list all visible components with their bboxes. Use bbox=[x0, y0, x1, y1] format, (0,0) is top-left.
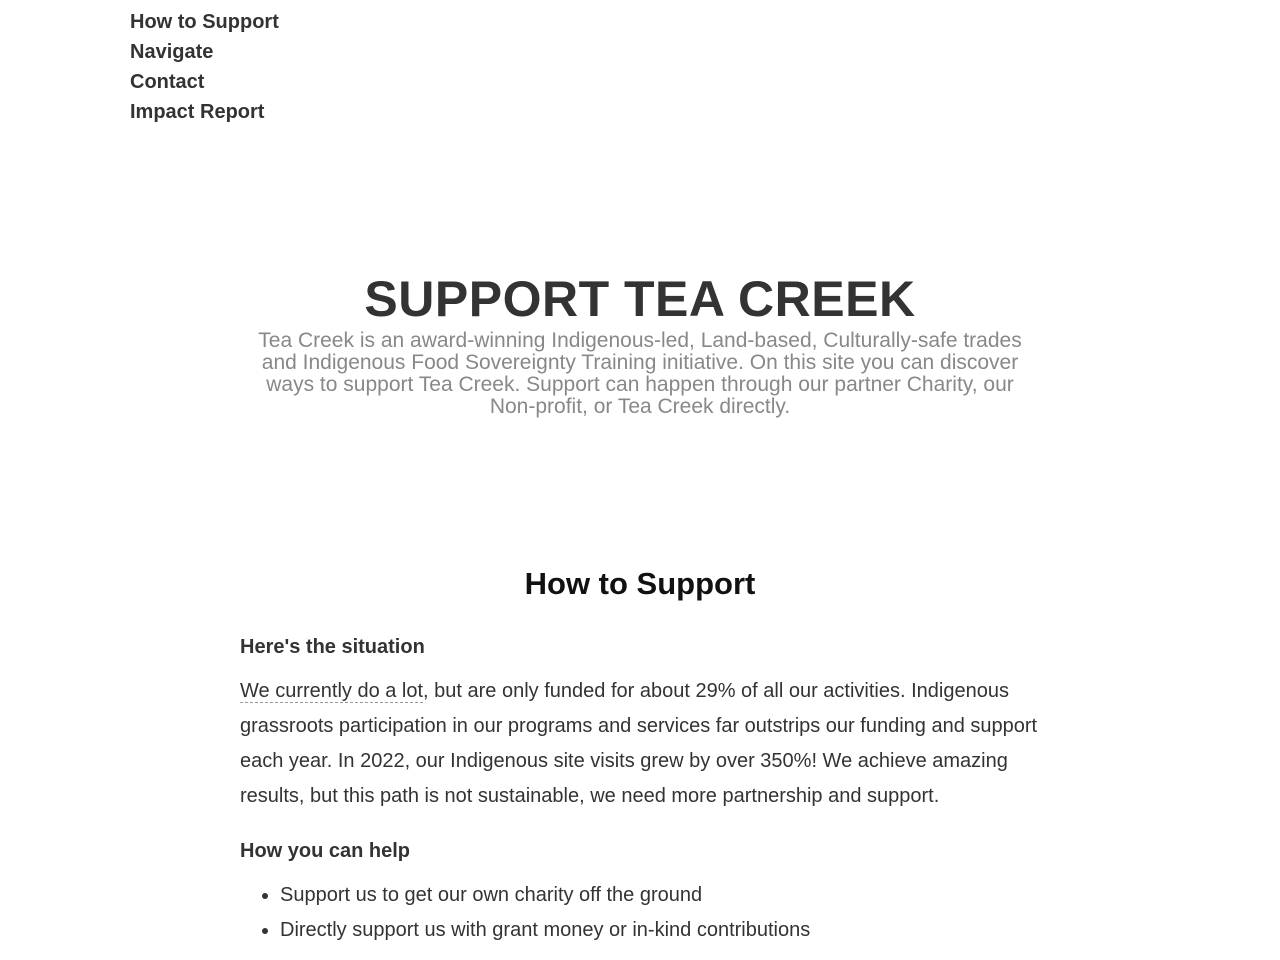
tooltip-term[interactable]: We currently do a lot bbox=[240, 680, 424, 702]
section-heading: How to Support bbox=[524, 566, 756, 601]
nav-link-impact-report[interactable]: Impact Report bbox=[130, 101, 265, 123]
nav-item-how-to-support bbox=[130, 8, 279, 38]
situation-paragraph bbox=[240, 674, 1040, 814]
list-item: • Directly support us with grant money or in-kind contributions bbox=[280, 913, 1040, 948]
top-navigation bbox=[130, 8, 279, 128]
help-list bbox=[240, 878, 1040, 948]
situation-heading: Here's the situation bbox=[240, 636, 425, 658]
list-item: • Support us to get our own charity off the ground bbox=[280, 878, 1040, 913]
nav-item-contact bbox=[130, 68, 279, 98]
hero-section bbox=[0, 268, 1280, 418]
nav-link-navigate[interactable]: Navigate bbox=[130, 41, 214, 63]
nav-item-navigate bbox=[130, 38, 279, 68]
page-title: SUPPORT TEA CREEK bbox=[364, 271, 916, 327]
nav-link-contact[interactable]: Contact bbox=[130, 71, 205, 93]
nav-item-impact-report bbox=[130, 98, 279, 128]
situation-body-text: , but are only funded for about 29% of all our activities. Indigenous grassroots participation in our programs and services far outstrips our funding and support each year. In 2022, our Indigenous site visits grew by over 350%! We achieve amazing results, but this path is not sustainable, we need more partnership and support. bbox=[240, 680, 1038, 807]
how-to-support-section bbox=[240, 562, 1040, 948]
nav-link-how-to-support[interactable]: How to Support bbox=[130, 11, 279, 33]
help-heading: How you can help bbox=[240, 840, 411, 862]
hero-subtitle: Tea Creek is an award-winning Indigenous-led, Land-based, Culturally-safe trades and Indigenous Food Sovereignty Training initiative. On this site you can discover ways to support Tea Creek. Support can happen through our partner Charity, our Non-profit, or Tea Creek directly. bbox=[258, 329, 1022, 418]
